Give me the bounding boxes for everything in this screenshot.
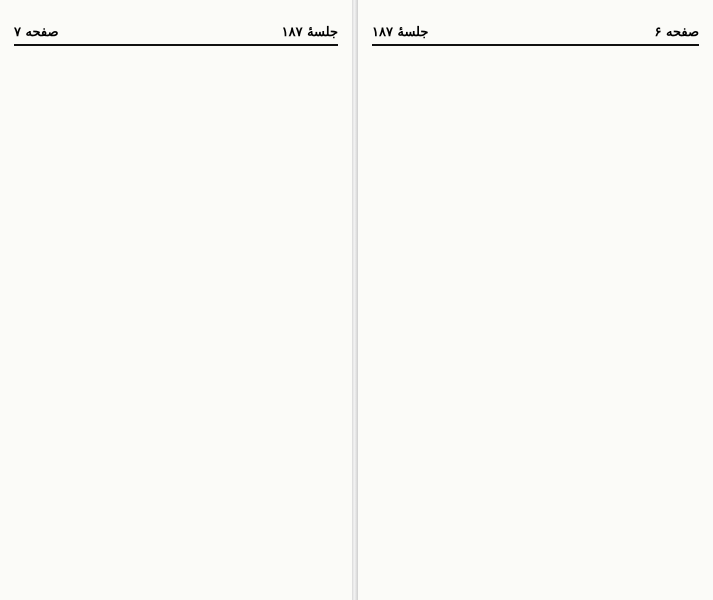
right-page-number: صفحه ۶ <box>654 24 699 40</box>
left-session-label: جلسهٔ ۱۸۷ <box>281 24 338 40</box>
right-page-header <box>372 22 699 42</box>
right-session-label: جلسهٔ ۱۸۷ <box>372 24 429 40</box>
left-page-number: صفحه ۷ <box>14 24 59 40</box>
right-header-rule <box>372 44 699 46</box>
left-page <box>0 0 352 600</box>
right-page <box>358 0 713 600</box>
left-header-rule <box>14 44 338 46</box>
left-page-header <box>14 22 338 42</box>
